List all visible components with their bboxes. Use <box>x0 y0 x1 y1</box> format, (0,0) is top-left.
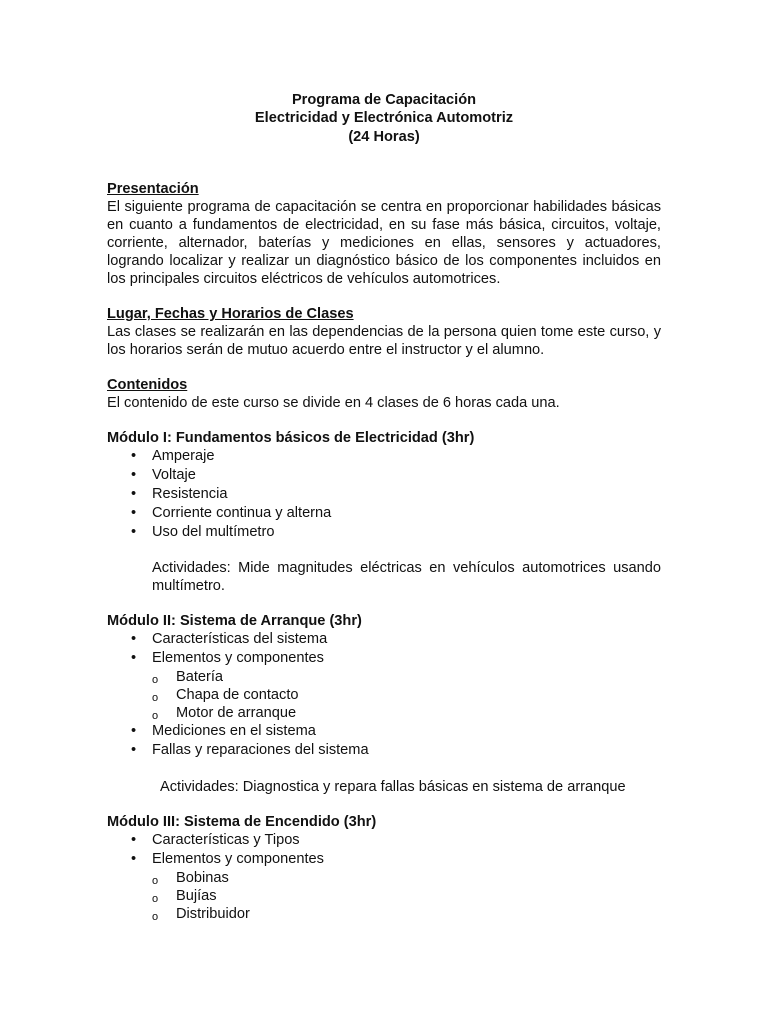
sub-list-item: o Bujías <box>152 887 661 905</box>
list-item: • Amperaje <box>131 447 661 466</box>
document-title <box>0 91 768 146</box>
title-line-2: Electricidad y Electrónica Automotriz <box>254 110 514 127</box>
module-3 <box>107 813 661 923</box>
list-item: • Voltaje <box>131 466 661 485</box>
module-3-list <box>107 831 661 869</box>
sub-list-item: o Chapa de contacto <box>152 686 661 704</box>
list-item: • Uso del multímetro <box>131 523 661 542</box>
list-item: • Características del sistema <box>131 630 661 649</box>
list-item: • Características y Tipos <box>131 831 661 850</box>
sub-list-item: o Distribuidor <box>152 905 661 923</box>
module-1-activity: Actividades: Mide magnitudes eléctricas en vehículos automotrices usando multímetro. <box>152 560 661 594</box>
module-2-activity: Actividades: Diagnostica y repara fallas básicas en sistema de arranque <box>160 779 626 795</box>
sub-list-item: o Motor de arranque <box>152 704 661 722</box>
section-presentacion <box>107 180 661 288</box>
module-2-sublist <box>107 668 661 722</box>
section-lugar <box>107 305 661 359</box>
section-heading-contenidos: Contenidos <box>107 377 188 393</box>
list-item: • Resistencia <box>131 485 661 504</box>
module-1-list <box>107 447 661 542</box>
list-item: • Mediciones en el sistema <box>131 722 661 741</box>
module-2-list <box>107 630 661 668</box>
list-item: • Corriente continua y alterna <box>131 504 661 523</box>
sub-list-item: o Batería <box>152 668 661 686</box>
module-2-title: Módulo II: Sistema de Arranque (3hr) <box>107 613 362 629</box>
module-2 <box>107 612 661 796</box>
module-1-title: Módulo I: Fundamentos básicos de Electricidad (3hr) <box>107 430 475 446</box>
list-item: • Elementos y componentes <box>131 649 661 668</box>
module-2-list-continued <box>107 722 661 760</box>
section-heading-presentacion: Presentación <box>107 181 199 197</box>
title-line-1: Programa de Capacitación <box>291 92 477 108</box>
paragraph-presentacion: El siguiente programa de capacitación se centra en proporcionar habilidades básicas en cuanto a fundamentos de electricidad, en su fase más básica, circuitos, voltaje, corriente, alternador, baterías y mediciones en ellas, sensores y actuadores, logrando localizar y realizar un diagnóstico básico de los componentes incluidos en los principales circuitos eléctricos de vehículos automotrices. <box>107 199 661 287</box>
list-item: • Elementos y componentes <box>131 850 661 869</box>
module-1 <box>107 429 661 595</box>
module-3-title: Módulo III: Sistema de Encendido (3hr) <box>107 814 377 830</box>
paragraph-lugar: Las clases se realizarán en las dependencias de la persona quien tome este curso, y los horarios serán de mutuo acuerdo entre el instructor y el alumno. <box>107 324 661 358</box>
section-contenidos <box>107 376 661 412</box>
paragraph-contenidos: El contenido de este curso se divide en 4 clases de 6 horas cada una. <box>107 395 560 411</box>
module-3-sublist <box>107 869 661 923</box>
section-heading-lugar: Lugar, Fechas y Horarios de Clases <box>107 306 354 322</box>
title-line-3: (24 Horas) <box>348 128 420 145</box>
sub-list-item: o Bobinas <box>152 869 661 887</box>
document-body <box>107 180 661 923</box>
list-item: • Fallas y reparaciones del sistema <box>131 741 661 760</box>
